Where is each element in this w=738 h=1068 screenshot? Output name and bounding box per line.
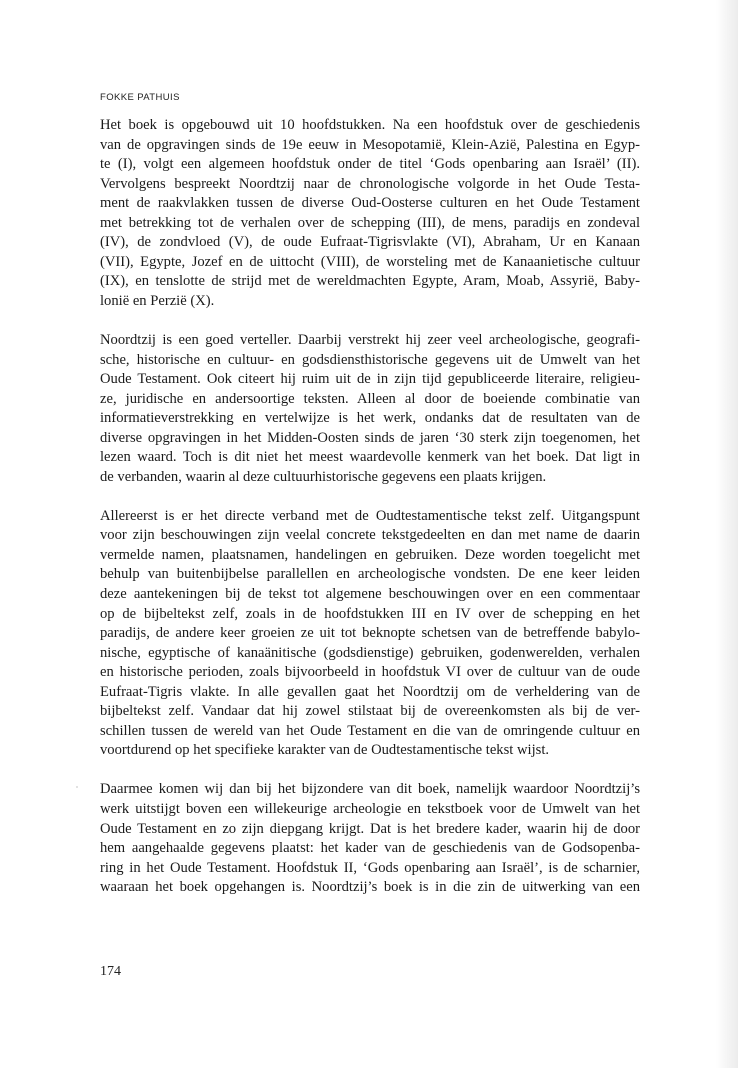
text-line: (VII), Egypte, Jozef en de uittocht (VIII), de worsteling met de Kanaanietische cultuur	[100, 253, 640, 270]
text-line: met betrekking tot de verhalen over de schepping (III), de mens, paradijs en zondeval	[100, 214, 640, 231]
text-line: van de opgravingen sinds de 19e eeuw in Mesopotamië, Klein-Azië, Palestina en Egyp-	[100, 136, 640, 153]
text-line: behulp van buitenbijbelse parallellen en archeologische vondsten. De ene keer leiden	[100, 566, 640, 583]
text-line: Noordtzij is een goed verteller. Daarbij verstrekt hij zeer veel archeologische, geografi-	[100, 331, 640, 348]
running-head: FOKKE PATHUIS	[100, 92, 180, 103]
paragraph-4	[100, 780, 640, 897]
text-line: waaraan het boek opgehangen is. Noordtzij’s boek is in die zin de uitwerking van een	[100, 879, 640, 896]
text-line: (IV), de zondvloed (V), de oude Eufraat-Tigrisvlakte (VI), Abraham, Ur en Kanaan	[100, 234, 640, 251]
text-line: Eufraat-Tigris vlakte. In alle gevallen gaat het Noordtzij om de verheldering van de	[100, 683, 640, 700]
text-line: Daarmee komen wij dan bij het bijzondere van dit boek, namelijk waardoor Noordtzij’s	[100, 781, 640, 798]
paragraph-3	[100, 507, 640, 761]
text-line: nische, egyptische of kanaänitische (godsdienstige) gebruiken, godenwerelden, verhalen	[100, 644, 640, 661]
text-line: Oude Testament en zo zijn diepgang krijgt. Dat is het bredere kader, waarin hij de door	[100, 820, 640, 837]
text-line: te (I), volgt een algemeen hoofdstuk onder de titel ‘Gods openbaring aan Israël’ (II).	[100, 156, 640, 173]
text-line: voortdurend op het specifieke karakter van de Oudtestamentische tekst wijst.	[100, 742, 550, 759]
page-number: 174	[100, 964, 121, 979]
text-line: informatieverstrekking en vertelwijze is het werk, ondanks dat de resultaten van de	[100, 410, 640, 427]
text-line: de verbanden, waarin al deze cultuurhistorische gegevens een plaats krijgen.	[100, 468, 547, 485]
text-line: werk uitstijgt boven een willekeurige archeologie en tekstboek voor de Umwelt van het	[100, 801, 640, 817]
text-line: voor zijn beschouwingen zijn veelal concrete tekstgedeelten en dan met name de daarin	[100, 527, 640, 544]
text-line: sche, historische en cultuur- en godsdiensthistorische gegevens uit de Umwelt van het	[100, 351, 640, 368]
text-line: op de bijbeltekst zelf, zoals in de hoofdstukken III en IV over de schepping en het	[100, 605, 640, 622]
text-line: bijbeltekst zelf. Vandaar dat hij zowel stilstaat bij de overeenkomsten als bij de ver-	[100, 703, 640, 720]
page-edge-shadow	[716, 0, 738, 1068]
text-line: diverse opgravingen in het Midden-Oosten sinds de jaren ‘30 sterk zijn toegenomen, het	[100, 429, 640, 446]
text-line: schillen tussen de wereld van het Oude Testament en die van de omringende cultuur en	[100, 722, 640, 739]
text-line: Oude Testament. Ook citeert hij ruim uit de in zijn tijd gepubliceerde literaire, religieu-	[100, 371, 640, 388]
text-line: paradijs, de andere keer groeien ze uit tot beknopte schetsen van de betreffende babylo-	[100, 625, 640, 642]
text-line: ze, juridische en andersoortige teksten. Alleen al door de boeiende combinatie van	[100, 390, 640, 407]
paragraph-2	[100, 331, 640, 487]
text-line: vermelde namen, plaatsnamen, handelingen en gebruiken. Deze worden toegelicht met	[100, 546, 640, 563]
text-line: Het boek is opgebouwd uit 10 hoofdstukken. Na een hoofdstuk over de geschiedenis	[100, 117, 640, 133]
body-text	[100, 116, 640, 917]
text-line: ment de raakvlakken tussen de diverse Oud-Oosterse culturen en het Oude Testament	[100, 195, 640, 212]
scan-speck	[76, 786, 78, 788]
text-line: Vervolgens bespreekt Noordtzij naar de chronologische volgorde in het Oude Testa-	[100, 175, 640, 192]
text-line: Allereerst is er het directe verband met de Oudtestamentische tekst zelf. Uitgangspunt	[100, 507, 640, 524]
text-line: deze aantekeningen bij de tekst tot algemene beschouwingen over en een commentaar	[100, 586, 640, 603]
text-line: hem aangehaalde gegevens plaatst: het kader van de geschiedenis van de Godsopenba-	[100, 840, 640, 857]
text-line: en historische perioden, zoals bijvoorbeeld in hoofdstuk VI over de cultuur van de oude	[100, 664, 640, 681]
text-line: (IX), en tenslotte de strijd met de wereldmachten Egypte, Aram, Moab, Assyrië, Baby-	[100, 273, 640, 290]
text-line: ring in het Oude Testament. Hoofdstuk II, ‘Gods openbaring aan Israël’, is de scharnier,	[100, 859, 640, 876]
text-line: lonië en Perzië (X).	[100, 292, 215, 309]
paragraph-1	[100, 116, 640, 311]
text-line: lezen waard. Toch is dit niet het meest waardevolle kenmerk van het boek. Dat ligt in	[100, 449, 640, 466]
